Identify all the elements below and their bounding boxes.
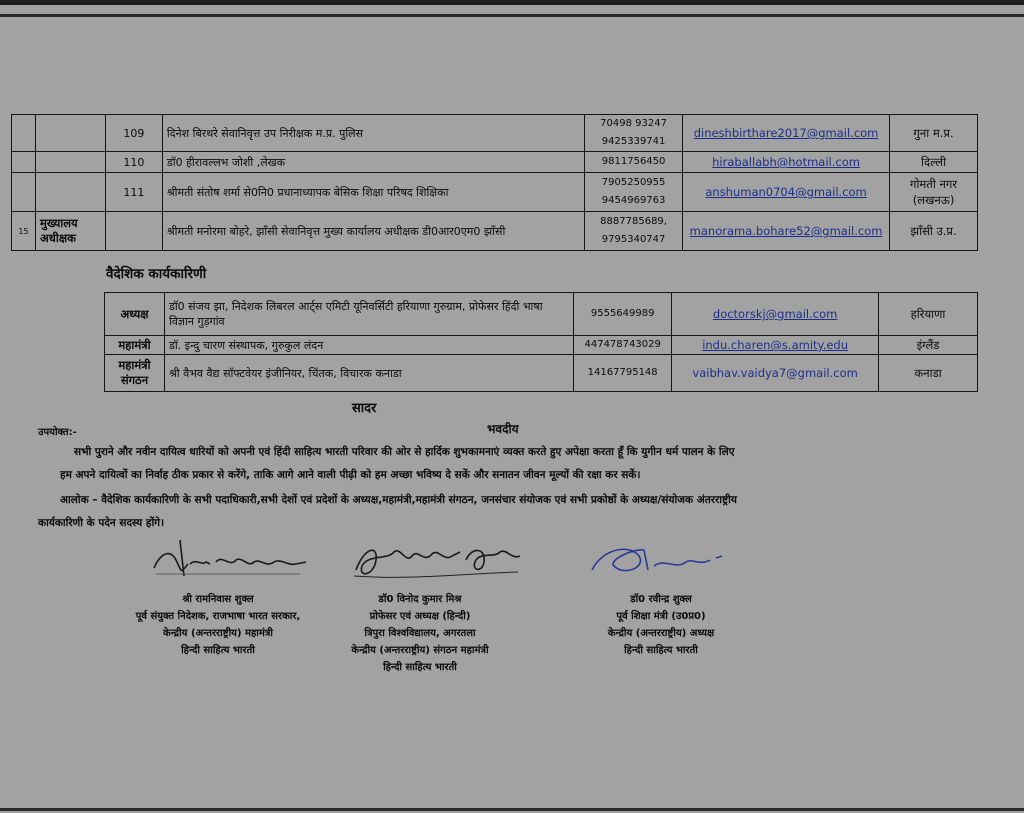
signatory-vinod	[320, 591, 520, 676]
foreign-place: हरियाणा	[879, 293, 978, 336]
para1-line2: हम अपने दायित्वों का निर्वाह ठीक प्रकार से करेंगे, ताकि आगे आने वाली पीढ़ी को हम अच्छा भविष्य दे सकें और सनातन जीवन मूल्यों की रक्षा कर सकें।	[60, 469, 641, 481]
member-number: 109	[105, 115, 162, 152]
member-phone: 9811756450	[585, 152, 683, 173]
member-description: डॉ0 हीरावल्लभ जोशी ,लेखक	[162, 152, 584, 173]
empty-cell	[12, 152, 36, 173]
signatory-line: हिन्दी साहित्य भारती	[624, 645, 698, 656]
empty-cell	[35, 152, 105, 173]
table-row	[12, 212, 978, 251]
foreign-email-link[interactable]: vaibhav.vaidya7@gmail.com	[672, 355, 879, 392]
empty-cell	[35, 173, 105, 212]
member-phone: 7905250955 9454969763	[585, 173, 683, 212]
table-row	[12, 152, 978, 173]
upyukt-label: उपयोक्त:-	[38, 427, 77, 438]
foreign-description: डॉ. इन्दु चारण संस्थापक, गुरुकुल लंदन	[164, 336, 573, 355]
signature-vinod-image	[348, 530, 528, 588]
member-number: 111	[105, 173, 162, 212]
foreign-role: महामंत्री	[105, 336, 165, 355]
page-top-rule	[0, 14, 1024, 17]
hq-email-link[interactable]: manorama.bohare52@gmail.com	[683, 212, 890, 251]
bhavadiya-text: भवदीय	[487, 422, 519, 436]
table-row	[12, 115, 978, 152]
member-place: दिल्ली	[890, 152, 978, 173]
member-phone: 70498 93247 9425339741	[585, 115, 683, 152]
empty-cell	[12, 173, 36, 212]
page-bottom-rule	[0, 808, 1024, 811]
foreign-committee-table	[104, 292, 978, 392]
para2-line1: आलोक – वैदेशिक कार्यकारिणी के सभी पदाधिकारी,सभी देशों एवं प्रदेशों के अध्यक्ष,महामंत्री,महामंत्री संगठन, जनसंचार संयोजक एवं सभी प्रकोष्ठों के अध्यक्ष/संयोजक अंतरराष्ट्रीय	[60, 494, 737, 506]
signatory-line: पूर्व संयुक्त निदेशक, राजभाषा भारत सरकार,	[135, 611, 301, 622]
foreign-committee-heading: वैदेशिक कार्यकारिणी	[106, 266, 207, 282]
hq-role: मुख्यालय अधीक्षक	[35, 212, 105, 251]
para2-line2: कार्यकारिणी के पदेन सदस्य होंगे।	[38, 517, 165, 529]
member-place: गुना म.प्र.	[890, 115, 978, 152]
signatory-ravindra	[566, 591, 756, 659]
signature-ramniwas-image	[150, 534, 310, 582]
hq-phone: 8887785689, 9795340747	[585, 212, 683, 251]
signatory-line: केन्द्रीय (अन्तरराष्ट्रीय) संगठन महामंत्री	[351, 645, 489, 656]
top-dark-bar	[0, 0, 1024, 5]
serial-number: 15	[12, 212, 36, 251]
foreign-phone: 9555649989	[574, 293, 672, 336]
foreign-phone: 447478743029	[574, 336, 672, 355]
foreign-phone: 14167795148	[574, 355, 672, 392]
signatory-ramniwas	[108, 591, 328, 659]
signatory-line: प्रोफेसर एवं अध्यक्ष (हिन्दी)	[369, 611, 471, 622]
foreign-description: श्री वैभव वैद्य सॉफ्टवेयर इंजीनियर, चिंतक, विचारक कनाडा	[164, 355, 573, 392]
empty-cell	[105, 212, 162, 251]
signatory-line: त्रिपुरा विश्वविद्यालय, अगरतला	[364, 628, 476, 639]
para1-line1: सभी पुराने और नवीन दायित्व धारियों को अपनी एवं हिंदी साहित्य भारती परिवार की ओर से हार्दिक शुभकामनाएं व्यक्त करते हुए अपेक्षा करता हूँ कि युगीन धर्म पालन के लिए	[74, 446, 735, 458]
member-description: श्रीमती संतोष शर्मा से0नि0 प्रधानाध्यापक बेसिक शिक्षा परिषद शिक्षिका	[162, 173, 584, 212]
hq-place: झाँसी उ.प्र.	[890, 212, 978, 251]
foreign-email-link[interactable]: indu.charen@s.amity.edu	[672, 336, 879, 355]
member-description: दिनेश बिरथरे सेवानिवृत्त उप निरीक्षक म.प्र. पुलिस	[162, 115, 584, 152]
empty-cell	[35, 115, 105, 152]
member-email-link[interactable]: anshuman0704@gmail.com	[683, 173, 890, 212]
signature-ravindra-image	[584, 536, 734, 580]
signatory-line: केन्द्रीय (अन्तरराष्ट्रीय) महामंत्री	[163, 628, 273, 639]
foreign-place: कनाडा	[879, 355, 978, 392]
foreign-description: डॉ0 संजय झा, निदेशक लिबरल आर्ट्स एमिटी यूनिवर्सिटी हरियाणा गुरुग्राम, प्रोफेसर हिंदी भाषा विज्ञान गुड़गांव	[164, 293, 573, 336]
signatory-name: श्री रामनिवास शुक्ल	[182, 594, 254, 605]
member-number: 110	[105, 152, 162, 173]
foreign-place: इंग्लैंड	[879, 336, 978, 355]
foreign-role: अध्यक्ष	[105, 293, 165, 336]
hq-description: श्रीमती मनोरमा बोहरे, झाँसी सेवानिवृत्त मुख्य कार्यालय अधीक्षक डी0आर0एम0 झाँसी	[162, 212, 584, 251]
signatory-line: हिन्दी साहित्य भारती	[383, 662, 457, 673]
table-row	[105, 355, 978, 392]
signatory-line: केन्द्रीय (अन्तरराष्ट्रीय) अध्यक्ष	[607, 628, 715, 639]
foreign-email-link[interactable]: doctorskj@gmail.com	[672, 293, 879, 336]
sadar-text: सादर	[352, 401, 377, 416]
table-row	[105, 336, 978, 355]
members-table	[11, 114, 978, 251]
member-email-link[interactable]: dineshbirthare2017@gmail.com	[683, 115, 890, 152]
signatory-line: पूर्व शिक्षा मंत्री (उ0प्र0)	[616, 611, 706, 622]
table-row	[105, 293, 978, 336]
signatory-name: डॉ0 रवीन्द्र शुक्ल	[630, 594, 692, 605]
member-email-link[interactable]: hiraballabh@hotmail.com	[683, 152, 890, 173]
table-row	[12, 173, 978, 212]
empty-cell	[12, 115, 36, 152]
signatory-line: हिन्दी साहित्य भारती	[181, 645, 255, 656]
member-place: गोमती नगर (लखनऊ)	[890, 173, 978, 212]
foreign-role: महामंत्री संगठन	[105, 355, 165, 392]
signatory-name: डॉ0 विनोद कुमार मिश्र	[378, 594, 462, 605]
